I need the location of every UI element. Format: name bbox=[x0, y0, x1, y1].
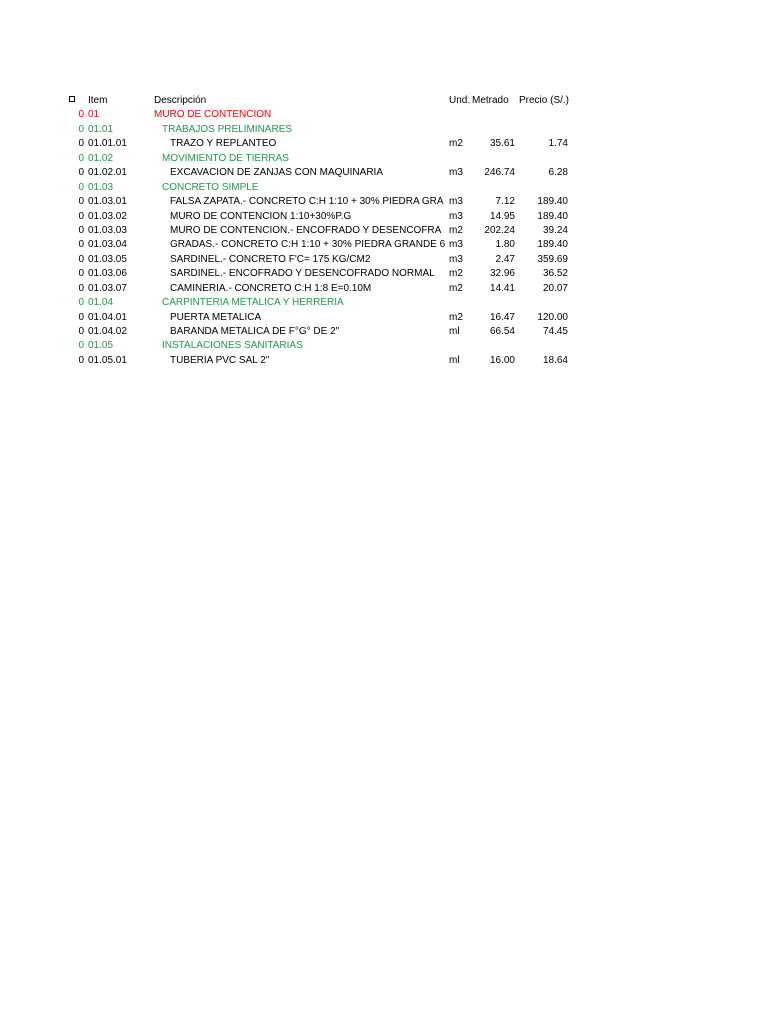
header-precio: Precio (S/.) bbox=[519, 95, 570, 106]
row-flag: 0 bbox=[78, 152, 84, 164]
row-metrado: 16.47 bbox=[489, 311, 515, 323]
table-row[interactable] bbox=[0, 152, 768, 166]
row-item-code: 01.03.05 bbox=[88, 253, 127, 265]
row-description: GRADAS.- CONCRETO C:H 1:10 + 30% PIEDRA GRANDE 6 bbox=[170, 239, 446, 251]
checkbox-icon[interactable] bbox=[69, 96, 75, 102]
row-precio: 120.00 bbox=[537, 311, 568, 323]
row-description: TRABAJOS PRELIMINARES bbox=[162, 123, 293, 135]
row-precio: 36.52 bbox=[542, 268, 568, 280]
row-description: INSTALACIONES SANITARIAS bbox=[162, 340, 303, 352]
row-item-code: 01.03.02 bbox=[88, 210, 127, 222]
row-description: SARDINEL.- ENCOFRADO Y DESENCOFRADO NORMAL bbox=[170, 268, 435, 280]
row-flag: 0 bbox=[78, 196, 84, 208]
row-precio: 39.24 bbox=[542, 224, 568, 236]
row-precio: 1.74 bbox=[548, 138, 568, 150]
row-description: CONCRETO SIMPLE bbox=[162, 181, 259, 193]
row-description: MURO DE CONTENCION 1:10+30%P.G bbox=[170, 210, 352, 222]
table-row[interactable] bbox=[0, 325, 768, 339]
row-unit: ml bbox=[449, 326, 460, 337]
table-row[interactable] bbox=[0, 137, 768, 151]
row-metrado: 14.95 bbox=[489, 210, 515, 222]
header-metrado: Metrado bbox=[472, 95, 509, 106]
row-flag: 0 bbox=[78, 340, 84, 352]
table-row[interactable] bbox=[0, 108, 768, 122]
row-metrado: 202.24 bbox=[484, 224, 515, 236]
row-unit: m3 bbox=[449, 210, 463, 222]
row-metrado: 246.74 bbox=[484, 167, 515, 179]
table-row[interactable] bbox=[0, 311, 768, 325]
row-item-code: 01.05 bbox=[88, 340, 114, 352]
row-description: CAMINERIA.- CONCRETO C:H 1:8 E=0.10M bbox=[170, 282, 372, 294]
row-description: MURO DE CONTENCION bbox=[154, 109, 272, 121]
row-description: PUERTA METALICA bbox=[170, 311, 262, 323]
checkbox-icon-cell[interactable] bbox=[69, 94, 77, 108]
header-und: Und. bbox=[449, 95, 471, 106]
row-metrado: 66.54 bbox=[489, 326, 515, 337]
row-precio: 189.40 bbox=[537, 239, 568, 251]
row-flag: 0 bbox=[78, 326, 84, 337]
table-row[interactable] bbox=[0, 253, 768, 267]
row-flag: 0 bbox=[78, 354, 84, 366]
row-precio: 6.28 bbox=[548, 167, 568, 179]
row-precio: 189.40 bbox=[537, 196, 568, 208]
row-item-code: 01.01 bbox=[88, 123, 114, 135]
table-row[interactable] bbox=[0, 195, 768, 209]
table-row[interactable] bbox=[0, 339, 768, 353]
table-row[interactable] bbox=[0, 210, 768, 224]
row-unit: m2 bbox=[449, 138, 463, 150]
row-metrado: 35.61 bbox=[489, 138, 515, 150]
row-unit: ml bbox=[449, 354, 460, 366]
row-item-code: 01.04.01 bbox=[88, 311, 127, 323]
row-item-code: 01.02 bbox=[88, 152, 114, 164]
row-item-code: 01.05.01 bbox=[88, 354, 127, 366]
row-unit: m3 bbox=[449, 196, 463, 208]
table-row[interactable] bbox=[0, 224, 768, 238]
table-row[interactable] bbox=[0, 296, 768, 310]
table-row[interactable] bbox=[0, 267, 768, 281]
row-item-code: 01.03.07 bbox=[88, 282, 127, 294]
row-item-code: 01.03.06 bbox=[88, 268, 127, 280]
row-description: EXCAVACION DE ZANJAS CON MAQUINARIA bbox=[170, 167, 383, 179]
table-row[interactable] bbox=[0, 354, 768, 368]
row-flag: 0 bbox=[78, 282, 84, 294]
row-metrado: 32.96 bbox=[489, 268, 515, 280]
budget-rows bbox=[0, 108, 768, 368]
row-description: BARANDA METALICA DE F°G° DE 2" bbox=[170, 326, 340, 337]
row-flag: 0 bbox=[78, 123, 84, 135]
row-metrado: 7.12 bbox=[495, 196, 515, 208]
row-flag: 0 bbox=[78, 109, 84, 121]
row-item-code: 01.03 bbox=[88, 181, 114, 193]
header-row bbox=[0, 94, 768, 108]
row-unit: m3 bbox=[449, 167, 463, 179]
budget-sheet bbox=[0, 94, 768, 368]
row-unit: m3 bbox=[449, 253, 463, 265]
row-precio: 20.07 bbox=[542, 282, 568, 294]
table-row[interactable] bbox=[0, 166, 768, 180]
row-item-code: 01.01.01 bbox=[88, 138, 127, 150]
row-flag: 0 bbox=[78, 311, 84, 323]
row-metrado: 2.47 bbox=[495, 253, 515, 265]
row-flag: 0 bbox=[78, 297, 84, 309]
header-descripcion: Descripción bbox=[154, 95, 207, 106]
table-row[interactable] bbox=[0, 282, 768, 296]
row-description: MURO DE CONTENCION.- ENCOFRADO Y DESENCOFRA bbox=[170, 224, 442, 236]
row-item-code: 01.04.02 bbox=[88, 326, 127, 337]
row-precio: 18.64 bbox=[542, 354, 568, 366]
row-flag: 0 bbox=[78, 210, 84, 222]
row-description: TUBERIA PVC SAL 2" bbox=[170, 354, 270, 366]
row-item-code: 01.04 bbox=[88, 297, 114, 309]
row-item-code: 01.02.01 bbox=[88, 167, 127, 179]
row-precio: 189.40 bbox=[537, 210, 568, 222]
row-description: CARPINTERIA METALICA Y HERRERIA bbox=[162, 297, 344, 309]
row-item-code: 01.03.01 bbox=[88, 196, 127, 208]
row-unit: m3 bbox=[449, 239, 463, 251]
row-unit: m2 bbox=[449, 268, 463, 280]
header-item: Item bbox=[88, 95, 108, 106]
row-item-code: 01 bbox=[88, 109, 100, 121]
row-flag: 0 bbox=[78, 167, 84, 179]
row-metrado: 1.80 bbox=[495, 239, 515, 251]
row-unit: m2 bbox=[449, 282, 463, 294]
row-flag: 0 bbox=[78, 138, 84, 150]
row-flag: 0 bbox=[78, 224, 84, 236]
row-flag: 0 bbox=[78, 268, 84, 280]
row-description: MOVIMIENTO DE TIERRAS bbox=[162, 152, 289, 164]
table-row[interactable] bbox=[0, 238, 768, 252]
row-flag: 0 bbox=[78, 253, 84, 265]
row-item-code: 01.03.04 bbox=[88, 239, 127, 251]
row-metrado: 14.41 bbox=[489, 282, 515, 294]
row-unit: m2 bbox=[449, 311, 463, 323]
table-row[interactable] bbox=[0, 123, 768, 137]
row-precio: 359.69 bbox=[537, 253, 568, 265]
table-row[interactable] bbox=[0, 181, 768, 195]
row-metrado: 16.00 bbox=[489, 354, 515, 366]
row-item-code: 01.03.03 bbox=[88, 224, 127, 236]
row-unit: m2 bbox=[449, 224, 463, 236]
row-precio: 74.45 bbox=[542, 326, 568, 337]
row-description: TRAZO Y REPLANTEO bbox=[170, 138, 277, 150]
row-description: FALSA ZAPATA.- CONCRETO C:H 1:10 + 30% PIEDRA GRA bbox=[170, 196, 444, 208]
row-flag: 0 bbox=[78, 239, 84, 251]
row-description: SARDINEL.- CONCRETO F'C= 175 KG/CM2 bbox=[170, 253, 371, 265]
row-flag: 0 bbox=[78, 181, 84, 193]
